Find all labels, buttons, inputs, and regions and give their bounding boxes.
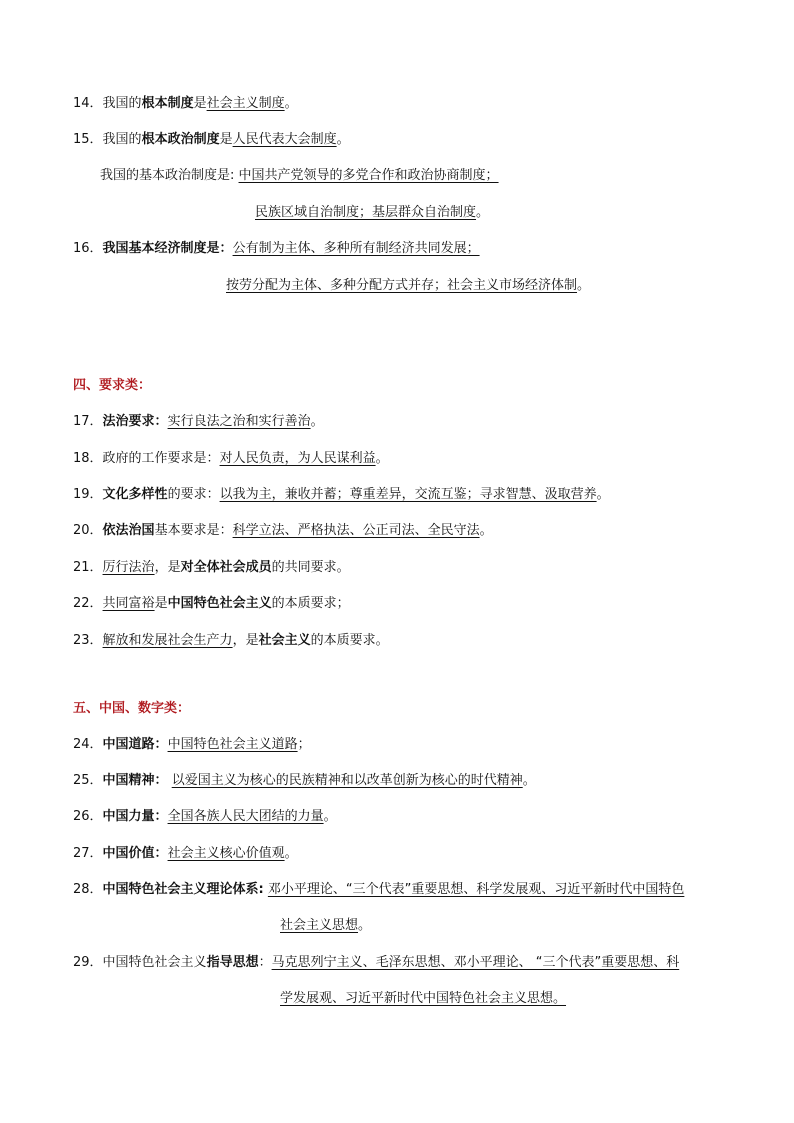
item-keyword: 依法治国: [102, 523, 155, 538]
item-keyword: 中国特色社会主义理论体系:: [102, 882, 264, 897]
item-29: [73, 954, 679, 972]
item-punct: 。: [336, 132, 350, 147]
item-punct: 。: [358, 918, 372, 933]
item-number: 19．: [73, 487, 103, 502]
item-26: [73, 808, 337, 826]
item-keyword: 根本政治制度: [141, 132, 220, 147]
item-number: 18．: [73, 451, 103, 466]
item-number: 21．: [73, 560, 103, 575]
item-punct: 。: [310, 414, 324, 429]
item-number: 20．: [73, 523, 103, 538]
item-punct: 。: [596, 487, 610, 502]
item-17: [73, 413, 324, 431]
item-text: 的共同要求。: [271, 560, 350, 575]
item-number: 17．: [73, 414, 103, 429]
item-answer: 科学立法、严格执法、公正司法、全民守法: [232, 523, 480, 538]
item-24: [73, 736, 311, 754]
item-16: [73, 240, 480, 258]
item-text: 是: [154, 596, 168, 611]
item-answer: 学发展观、习近平新时代中国特色社会主义思想。: [280, 991, 567, 1006]
item-punct: 。: [284, 96, 298, 111]
item-keyword: 社会主义: [258, 633, 311, 648]
item-punct: 。: [577, 278, 591, 293]
item-text: 的本质要求；: [271, 596, 350, 611]
item-number: 24．: [73, 737, 103, 752]
item-answer: 以爱国主义为核心的民族精神和以改革创新为核心的时代精神: [171, 773, 523, 788]
section-heading-5: [73, 700, 190, 718]
item-number: 28．: [73, 882, 103, 897]
item-answer: 对人民负责，为人民谋利益: [219, 451, 376, 466]
item-number: 27．: [73, 846, 103, 861]
item-27: [73, 845, 298, 863]
item-19: [73, 486, 610, 504]
item-text: 是: [193, 96, 207, 111]
section-title: 五、中国、数字类：: [73, 701, 191, 716]
item-answer: 厉行法治: [102, 560, 155, 575]
item-keyword: 对全体社会成员: [180, 560, 272, 575]
basic-political-system: [100, 167, 499, 185]
item-answer: 共同富裕: [102, 596, 155, 611]
item-keyword: 中国力量：: [102, 809, 168, 824]
item-punct: 。: [522, 773, 536, 788]
item-20: [73, 522, 493, 540]
item-text: 的要求：: [167, 487, 220, 502]
item-text: 我国的: [102, 132, 142, 147]
item-text: 的本质要求。: [310, 633, 389, 648]
item-answer: 社会主义核心价值观: [167, 846, 285, 861]
item-number: 25．: [73, 773, 103, 788]
item-keyword: 根本制度: [141, 96, 194, 111]
item-answer: 按劳分配为主体、多种分配方式并存；社会主义市场经济体制: [226, 278, 578, 293]
item-text: 我国的: [102, 96, 142, 111]
item-text: ：: [258, 955, 272, 970]
item-punct: 。: [476, 205, 490, 220]
item-keyword: 法治要求：: [102, 414, 168, 429]
item-16-cont: [226, 277, 590, 295]
item-answer: 全国各族人民大团结的力量: [167, 809, 324, 824]
item-punct: 。: [375, 451, 389, 466]
item-22: [73, 595, 350, 613]
item-keyword: 文化多样性: [102, 487, 168, 502]
item-answer: 中国共产党领导的多党合作和政治协商制度；: [238, 168, 499, 183]
item-keyword: 中国特色社会主义: [167, 596, 272, 611]
item-21: [73, 559, 350, 577]
item-punct: 。: [284, 846, 298, 861]
item-answer: 人民代表大会制度: [232, 132, 337, 147]
item-14: [73, 95, 298, 113]
item-15: [73, 131, 350, 149]
item-text: 是: [219, 132, 233, 147]
item-keyword: 指导思想: [206, 955, 259, 970]
item-answer: 公有制为主体、多种所有制经济共同发展；: [232, 241, 480, 256]
item-28: [73, 881, 684, 899]
item-text: ，是: [232, 633, 259, 648]
item-number: 29．: [73, 955, 103, 970]
item-25: [73, 772, 536, 790]
item-number: 15．: [73, 132, 103, 147]
item-answer: 以我为主，兼收并蓄；尊重差异，交流互鉴；寻求智慧、汲取营养: [219, 487, 597, 502]
item-number: 26．: [73, 809, 103, 824]
item-29-cont: [280, 990, 566, 1008]
item-answer: 社会主义制度: [206, 96, 285, 111]
item-answer: 民族区域自治制度；基层群众自治制度: [255, 205, 477, 220]
item-answer: 马克思列宁主义、毛泽东思想、邓小平理论、 “三个代表”重要思想、科: [271, 955, 680, 970]
item-punct: 。: [323, 809, 337, 824]
item-keyword: 我国基本经济制度是：: [102, 241, 233, 256]
item-answer: 邓小平理论、“三个代表”重要思想、科学发展观、习近平新时代中国特色: [267, 882, 685, 897]
basic-political-system-cont: [255, 204, 489, 222]
item-answer: 社会主义思想: [280, 918, 359, 933]
item-keyword: 中国价值：: [102, 846, 168, 861]
item-punct: ；: [297, 737, 311, 752]
section-heading-4: [73, 377, 151, 395]
item-number: 23．: [73, 633, 103, 648]
section-title: 四、要求类：: [73, 378, 152, 393]
item-number: 16．: [73, 241, 103, 256]
item-text: 基本要求是：: [154, 523, 233, 538]
item-answer: 中国特色社会主义道路: [167, 737, 298, 752]
item-number: 14．: [73, 96, 103, 111]
item-answer: 实行良法之治和实行善治: [167, 414, 311, 429]
item-18: [73, 450, 389, 468]
item-answer: 解放和发展社会生产力: [102, 633, 233, 648]
item-keyword: 中国道路：: [102, 737, 168, 752]
item-text: 中国特色社会主义: [102, 955, 207, 970]
item-keyword: 中国精神：: [102, 773, 168, 788]
item-text: 我国的基本政治制度是:: [100, 168, 235, 183]
item-23: [73, 632, 389, 650]
item-number: 22．: [73, 596, 103, 611]
item-punct: 。: [479, 523, 493, 538]
item-28-cont: [280, 917, 371, 935]
item-text: 政府的工作要求是：: [102, 451, 220, 466]
item-text: ，是: [154, 560, 181, 575]
